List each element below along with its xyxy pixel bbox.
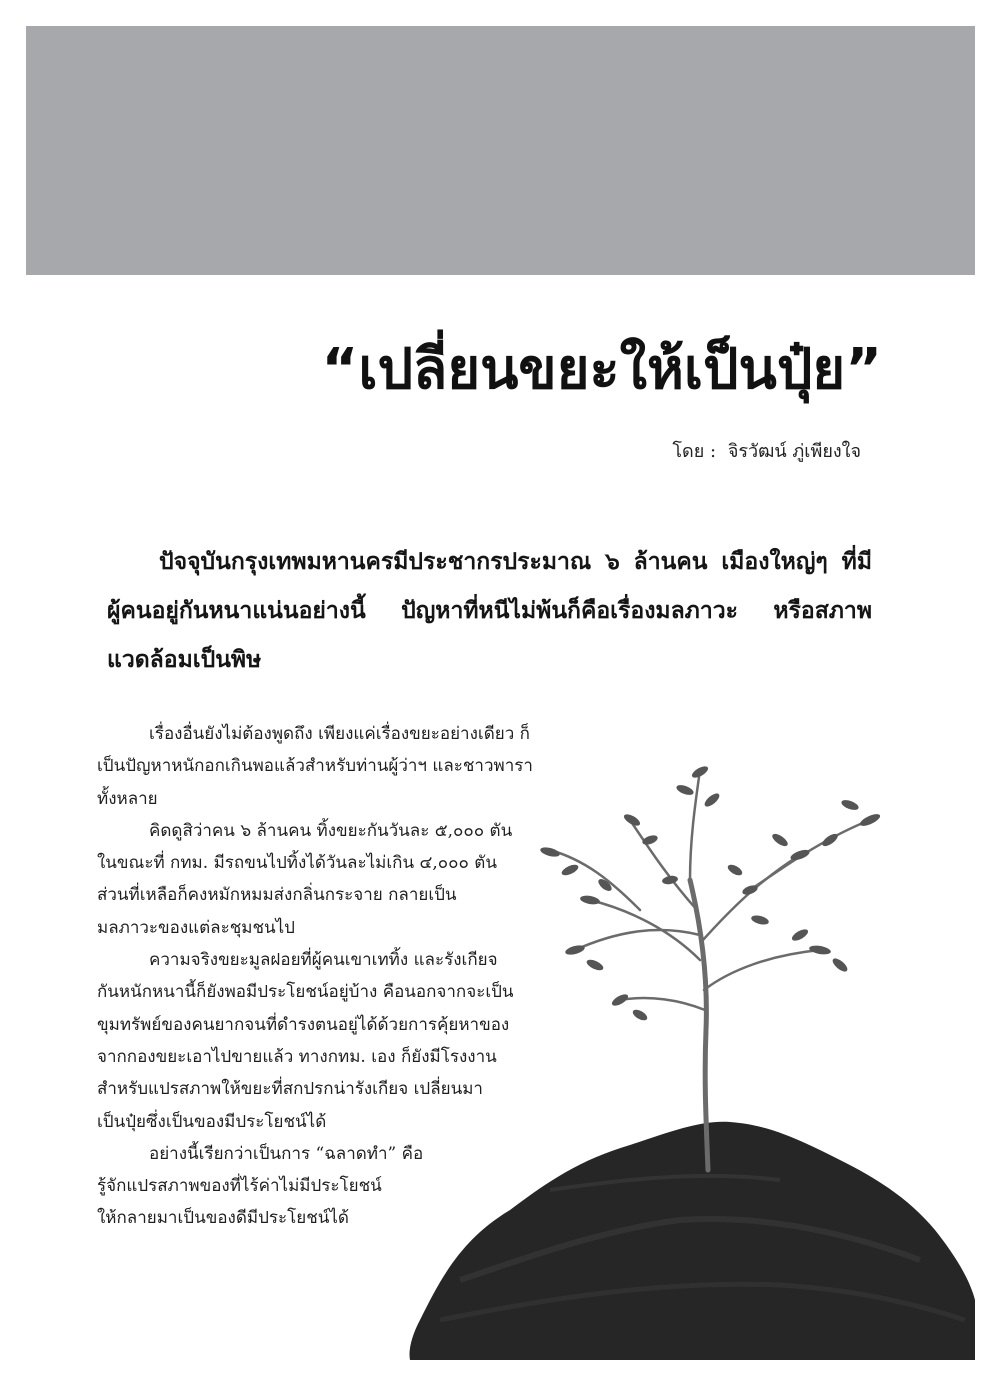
body-line: ในขณะที่ กทม. มีรถขนไปทิ้งได้วันละไม่เกิน ๔,๐๐๐ ตัน <box>97 853 497 874</box>
lead-line: ผู้คนอยู่กันหนาแน่นอย่างนี้ ปัญหาที่หนีไม่พ้นก็คือเรื่องมลภาวะ หรือสภาพ <box>107 598 872 624</box>
body-line: ขุมทรัพย์ของคนยากจนที่ดำรงตนอยู่ได้ด้วยการคุ้ยหาของ <box>97 1014 510 1035</box>
body-line: อย่างนี้เรียกว่าเป็นการ “ฉลาดทำ” คือ <box>149 1143 424 1164</box>
lead-line: ปัจจุบันกรุงเทพมหานครมีประชากรประมาณ ๖ ล้านคน เมืองใหญ่ๆ ที่มี <box>159 549 872 575</box>
body-line: เรื่องอื่นยังไม่ต้องพูดถึง เพียงแค่เรื่องขยะอย่างเดียว ก็ <box>149 724 530 744</box>
article-title: “เปลี่ยนขยะให้เป็นปุ๋ย” <box>321 337 882 402</box>
header-banner <box>26 26 975 275</box>
body-line: ทั้งหลาย <box>97 788 158 809</box>
sapling-in-soil-icon <box>400 760 975 1360</box>
body-line: สำหรับแปรสภาพให้ขยะที่สกปรกน่ารังเกียจ เปลี่ยนมา <box>97 1079 483 1100</box>
body-line: ให้กลายมาเป็นของดีมีประโยชน์ได้ <box>97 1208 349 1229</box>
body-line: ความจริงขยะมูลฝอยที่ผู้คนเขาเททิ้ง และรังเกียจ <box>149 950 498 971</box>
body-line: จากกองขยะเอาไปขายแล้ว ทางกทม. เอง ก็ยังมีโรงงาน <box>97 1046 497 1067</box>
lead-paragraph <box>107 538 872 685</box>
lead-line: แวดล้อมเป็นพิษ <box>107 647 262 673</box>
body-line: รู้จักแปรสภาพของที่ไร้ค่าไม่มีประโยชน์ <box>97 1176 382 1197</box>
tree-branches <box>550 770 870 1010</box>
body-line: คิดดูสิว่าคน ๖ ล้านคน ทิ้งขยะกันวันละ ๕,๐๐๐ ตัน <box>149 820 513 841</box>
byline <box>672 436 867 465</box>
body-line: มลภาวะของแต่ละชุมชนไป <box>97 917 295 938</box>
byline-prefix: โดย : <box>672 441 717 462</box>
body-line: กันหนักหนานี้ก็ยังพอมีประโยชน์อยู่บ้าง คือนอกจากจะเป็น <box>97 982 514 1003</box>
body-line: ส่วนที่เหลือก็คงหมักหมมส่งกลิ่นกระจาย กลายเป็น <box>97 885 457 906</box>
body-line: เป็นปุ๋ยซึ่งเป็นของมีประโยชน์ได้ <box>97 1111 327 1132</box>
author-name: จิรวัฒน์ ภู่เพียงใจ <box>727 441 861 462</box>
soil-mound <box>409 1122 975 1360</box>
tree-leaves <box>539 764 881 1022</box>
body-line: เป็นปัญหาหนักอกเกินพอแล้วสำหรับท่านผู้ว่าฯ และชาวพารา <box>97 756 533 777</box>
